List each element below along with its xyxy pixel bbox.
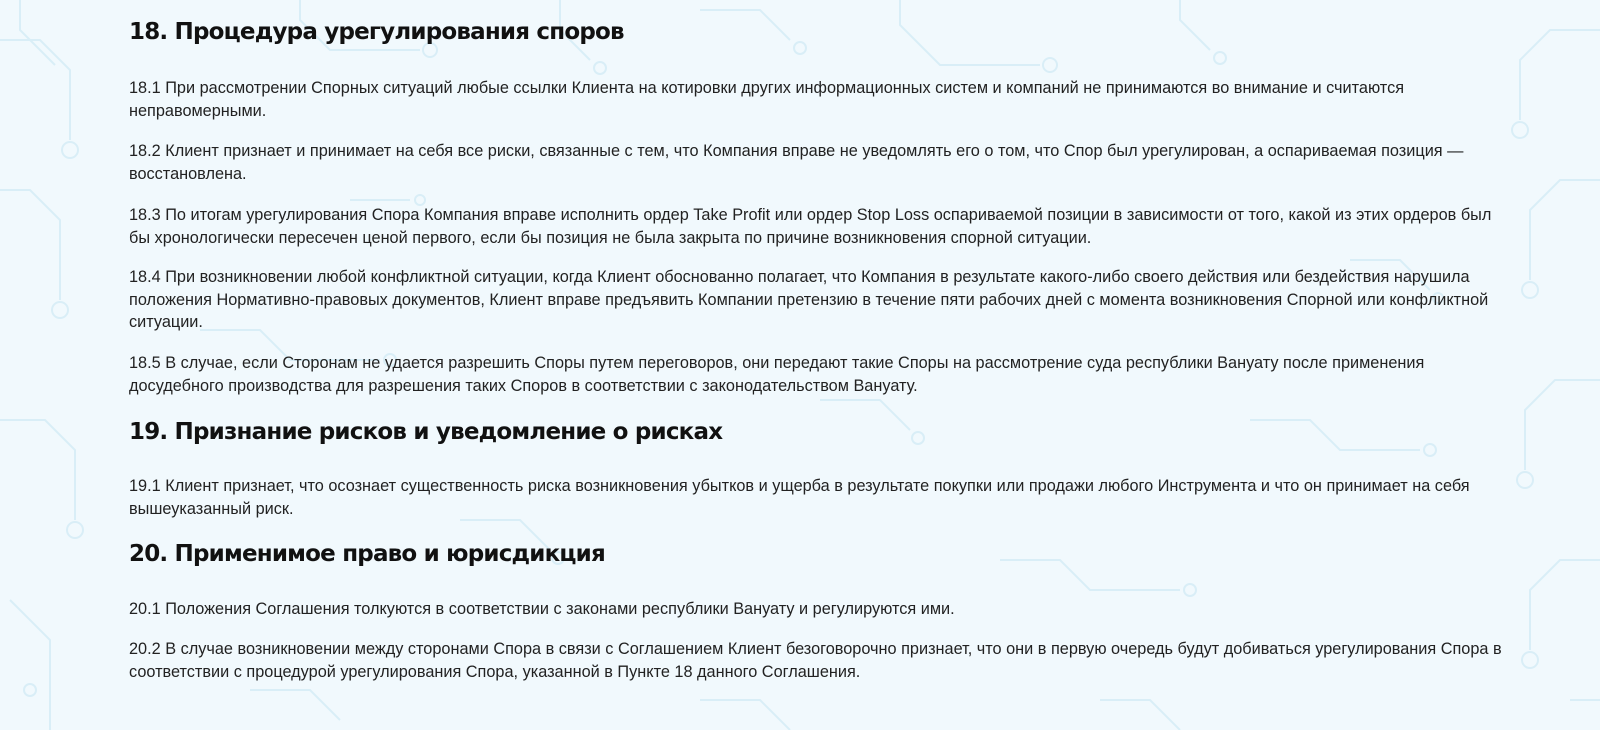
paragraph-19-1: 19.1 Клиент признает, что осознает существенность риска возникновения убытков и ущерба в результате покупки или продажи любого Инструмента и что он принимает на себя вышеуказанный риск.	[129, 477, 1470, 518]
paragraph-20-1: 20.1 Положения Соглашения толкуются в соответствии с законами республики Вануату и регулируются ими.	[129, 600, 955, 618]
paragraph-18-1: 18.1 При рассмотрении Спорных ситуаций любые ссылки Клиента на котировки других информационных систем и компаний не принимаются во внимание и считаются неправомерными.	[129, 79, 1405, 120]
section-19-title: 19. Признание рисков и уведомление о рисках	[129, 419, 723, 445]
section-20-title: 20. Применимое право и юрисдикция	[129, 541, 605, 567]
section-18-title: 18. Процедура урегулирования споров	[129, 19, 624, 45]
paragraph-18-2: 18.2 Клиент признает и принимает на себя все риски, связанные с тем, что Компания вправе не уведомлять его о том, что Спор был урегулирован, а оспариваемая позиция — восстановлена.	[129, 142, 1464, 183]
paragraph-20-2: 20.2 В случае возникновении между сторонами Спора в связи с Соглашением Клиент безоговорочно признает, что они в первую очередь будут добиваться урегулирования Спора в соответствии с процедурой урегулирования Спора, указанной в Пункте 18 данного Соглашения.	[129, 640, 1502, 681]
paragraph-18-4: 18.4 При возникновении любой конфликтной ситуации, когда Клиент обоснованно полагает, что Компания в результате какого-либо своего действия или бездействия нарушила положения Нормативно-правовых документов, Клиент вправе предъявить Компании претензию в течение пяти рабочих дней с момента возникновения Спорной или конфликтной ситуации.	[129, 268, 1489, 331]
paragraph-18-5: 18.5 В случае, если Сторонам не удается разрешить Споры путем переговоров, они передают такие Споры на рассмотрение суда республики Вануату после применения досудебного производства для разрешения таких Споров в соответствии с законодательством Вануату.	[129, 354, 1425, 395]
paragraph-18-3: 18.3 По итогам урегулирования Спора Компания вправе исполнить ордер Take Profit или ордер Stop Loss оспариваемой позиции в зависимости от того, какой из этих ордеров был бы хронологически пересечен ценой первого, если бы позиция не была закрыта по причине возникновения спорной ситуации.	[129, 206, 1492, 247]
